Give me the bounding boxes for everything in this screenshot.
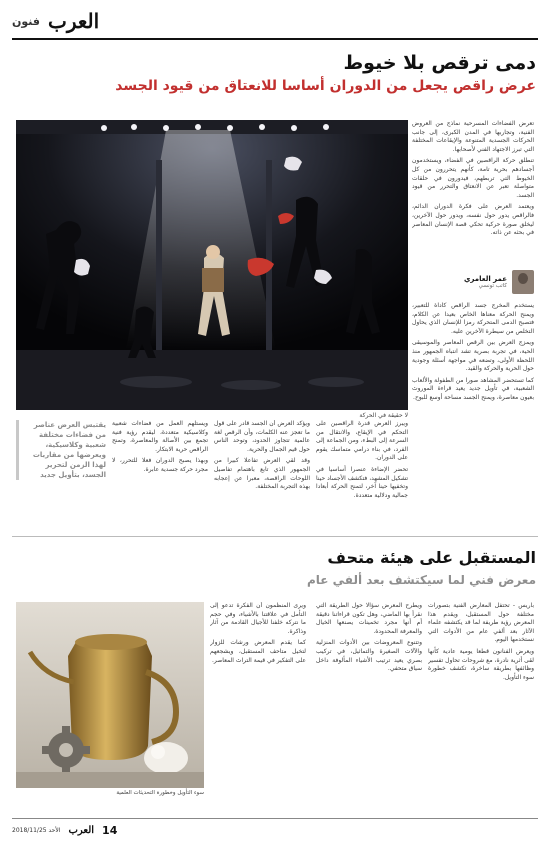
exhibit-photo: [16, 602, 204, 788]
paragraph: وتتنوع المعروضات بين الأدوات المنزلية والآلات الصغيرة والتماثيل، في تركيب بصري يعيد ترتيب الأشياء المألوفة داخل سياق متحفي.: [316, 639, 422, 673]
article2-column-3: [210, 602, 306, 812]
masthead: [12, 8, 538, 34]
paragraph: وقد لقي العرض تفاعلا كبيرا من الجمهور الذي تابع باهتمام تفاصيل اللوحات الراقصة، معبرا عن إعجابه بهذه التجربة المختلفة.: [214, 457, 310, 491]
page-number: 14: [102, 823, 118, 837]
paragraph: ويمزج العرض بين الرقص المعاصر والموسيقى الحية، في تجربة بصرية تشد انتباه الجمهور منذ اللحظة الأولى، وتضعه في مواجهة أسئلة وجودية حول الحرية والحركة والقيد.: [412, 339, 534, 373]
article1-column-5: [112, 420, 208, 530]
paragraph: تنطلق حركة الراقصين في الفضاء، ويستخدمون أجسادهم بحرية تامة، كأنهم يتحررون من كل الخيوط التي تربطهم، فيدورون في حلقات متواصلة تعبر عن الانعتاق والتحرر من قيود الجسد.: [412, 157, 534, 199]
author-name: عمر العامري: [464, 275, 507, 283]
pull-quote: يقتبس العرض عناصر من فضاءات مختلفة شعبية وكلاسيكية، ويعرضها من مقاربات لهذا الزمن لتحرير الجسد، بتأويل جديد: [16, 420, 106, 480]
author-avatar: [512, 270, 534, 294]
page-footer: [12, 822, 538, 838]
article2-photo-caption: سوء التأويل وخطورة التحديثات العلمية: [116, 790, 204, 796]
dance-photo: [16, 120, 408, 410]
article1-column-3: [316, 420, 408, 530]
paragraph: ويؤكد العرض أن الجسد قادر على قول ما تعجز عنه الكلمات، وأن الرقص لغة عالمية تتجاوز الحدود، وتوحد الناس حول قيم الجمال والحرية.: [214, 420, 310, 453]
footer-rule: [12, 818, 538, 819]
exhibit-objects-illustration: [16, 602, 204, 788]
paragraph: تعرض الفضاءات المسرحية نماذج من العروض الفنية، وتجاربها في المدن الكبرى، إلى جانب الحركات الجسدية المتنوعة والإيقاعات المختلفة التي تبرز الاجتهاد الفني لأصحابها.: [412, 120, 534, 153]
issue-date: 2018/11/25 الأحد: [12, 826, 61, 834]
footer-logo: العرب: [68, 824, 95, 836]
article2-subhead: معرض فني لما سيكتشف بعد ألفي عام: [306, 573, 536, 587]
author-byline: [414, 268, 534, 296]
paragraph: تحضر الإضاءة عنصرا أساسيا في تشكيل المشهد، فتكشف الأجساد حينا وتخفيها حينا آخر، لتمنح الحركة أبعادا جمالية ودلالية متعددة.: [316, 465, 408, 499]
section-divider: [12, 536, 538, 537]
paragraph: يستخدم المخرج جسد الراقص كأداة للتعبير، ويمنح الحركة معناها الخاص بعيدا عن الكلام، فتصبح الدمى المتحركة رمزا للإنسان الذي يحاول التخلص من سيطرة الآخرين عليه.: [412, 302, 534, 335]
article1-photo-caption: لا حقيقة في الحركة: [359, 412, 408, 419]
article2-column-2: [316, 602, 422, 812]
article1-column-intro: [412, 120, 534, 260]
masthead-rule: [12, 38, 538, 40]
article1-column-2: [412, 302, 534, 530]
paragraph: كما تستحضر المشاهد صورا من الطفولة والألعاب الشعبية، في تأويل جديد يعيد قراءة الموروث بعيون معاصرة، ويمنح الجسد مساحة أوسع للبوح.: [412, 376, 534, 401]
paragraph: ويعتمد العرض على فكرة الدوران الدائم، فالراقص يدور حول نفسه، ويدور حول الآخرين، ليخلق صورة حركية تحكي قصة الإنسان المعاصر في بحثه عن ذاته.: [412, 203, 534, 237]
section-tag: فنون: [12, 14, 40, 28]
paragraph: ويطرح المعرض سؤالا حول الطريقة التي نقرأ بها الماضي، وهل تكون قراءاتنا دقيقة أم أنها مجرد تخمينات يصنعها الخيال والمعرفة المحدودة.: [316, 602, 422, 635]
paragraph: ويعرض الفنانون قطعا يومية عادية كأنها لقى أثرية نادرة، مع شروحات تحاول تفسير وظائفها بطريقة ساخرة، تكشف خطورة سوء التأويل.: [428, 647, 534, 681]
article1-subhead: عرض راقص يجعل من الدوران أساسا للانعتاق من قيود الجسد: [115, 78, 536, 94]
article2-column-1: [428, 602, 534, 812]
article2-headline: المستقبل على هيئة متحف: [327, 548, 536, 567]
author-role: كاتب تونسي: [478, 283, 507, 289]
paragraph: باريس - تحتفل المعارض الفنية بتصورات مختلفة حول المستقبل، ويقدم هذا المعرض رؤية طريفة لما قد يكتشفه علماء الآثار بعد ألفي عام من الأدوات التي نستخدمها اليوم.: [428, 602, 534, 644]
paragraph: ويستلهم العمل من فضاءات شعبية وكلاسيكية متعددة، ليقدم رؤية فنية تجمع بين الأصالة والمعاصرة، وتمنح الراقص حرية الابتكار.: [112, 420, 208, 453]
article1-headline: دمى ترقص بلا خيوط: [343, 52, 536, 74]
newspaper-logo: العرب: [47, 9, 100, 33]
paragraph: كما يقدم المعرض ورشات للزوار لتخيل متاحف المستقبل، ويشجعهم على التفكير في قيمة التراث المعاصر.: [210, 639, 306, 664]
paragraph: ويرى المنظمون أن الفكرة تدعو إلى التأمل في علاقتنا بالأشياء، وفي حجم ما نتركه خلفنا للأجيال القادمة من آثار وذاكرة.: [210, 602, 306, 635]
article1-column-4: [214, 420, 310, 530]
dance-stage-illustration: [16, 120, 408, 410]
paragraph: وبهذا يصبح الدوران فعلا للتحرر، لا مجرد حركة جسدية عابرة.: [112, 457, 208, 473]
paragraph: ويبرز العرض قدرة الراقصين على التحكم في الإيقاع، والانتقال من السرعة إلى البطء، ومن الجماعة إلى الفرد، في بناء درامي متماسك يقوم على الدوران.: [316, 420, 408, 462]
